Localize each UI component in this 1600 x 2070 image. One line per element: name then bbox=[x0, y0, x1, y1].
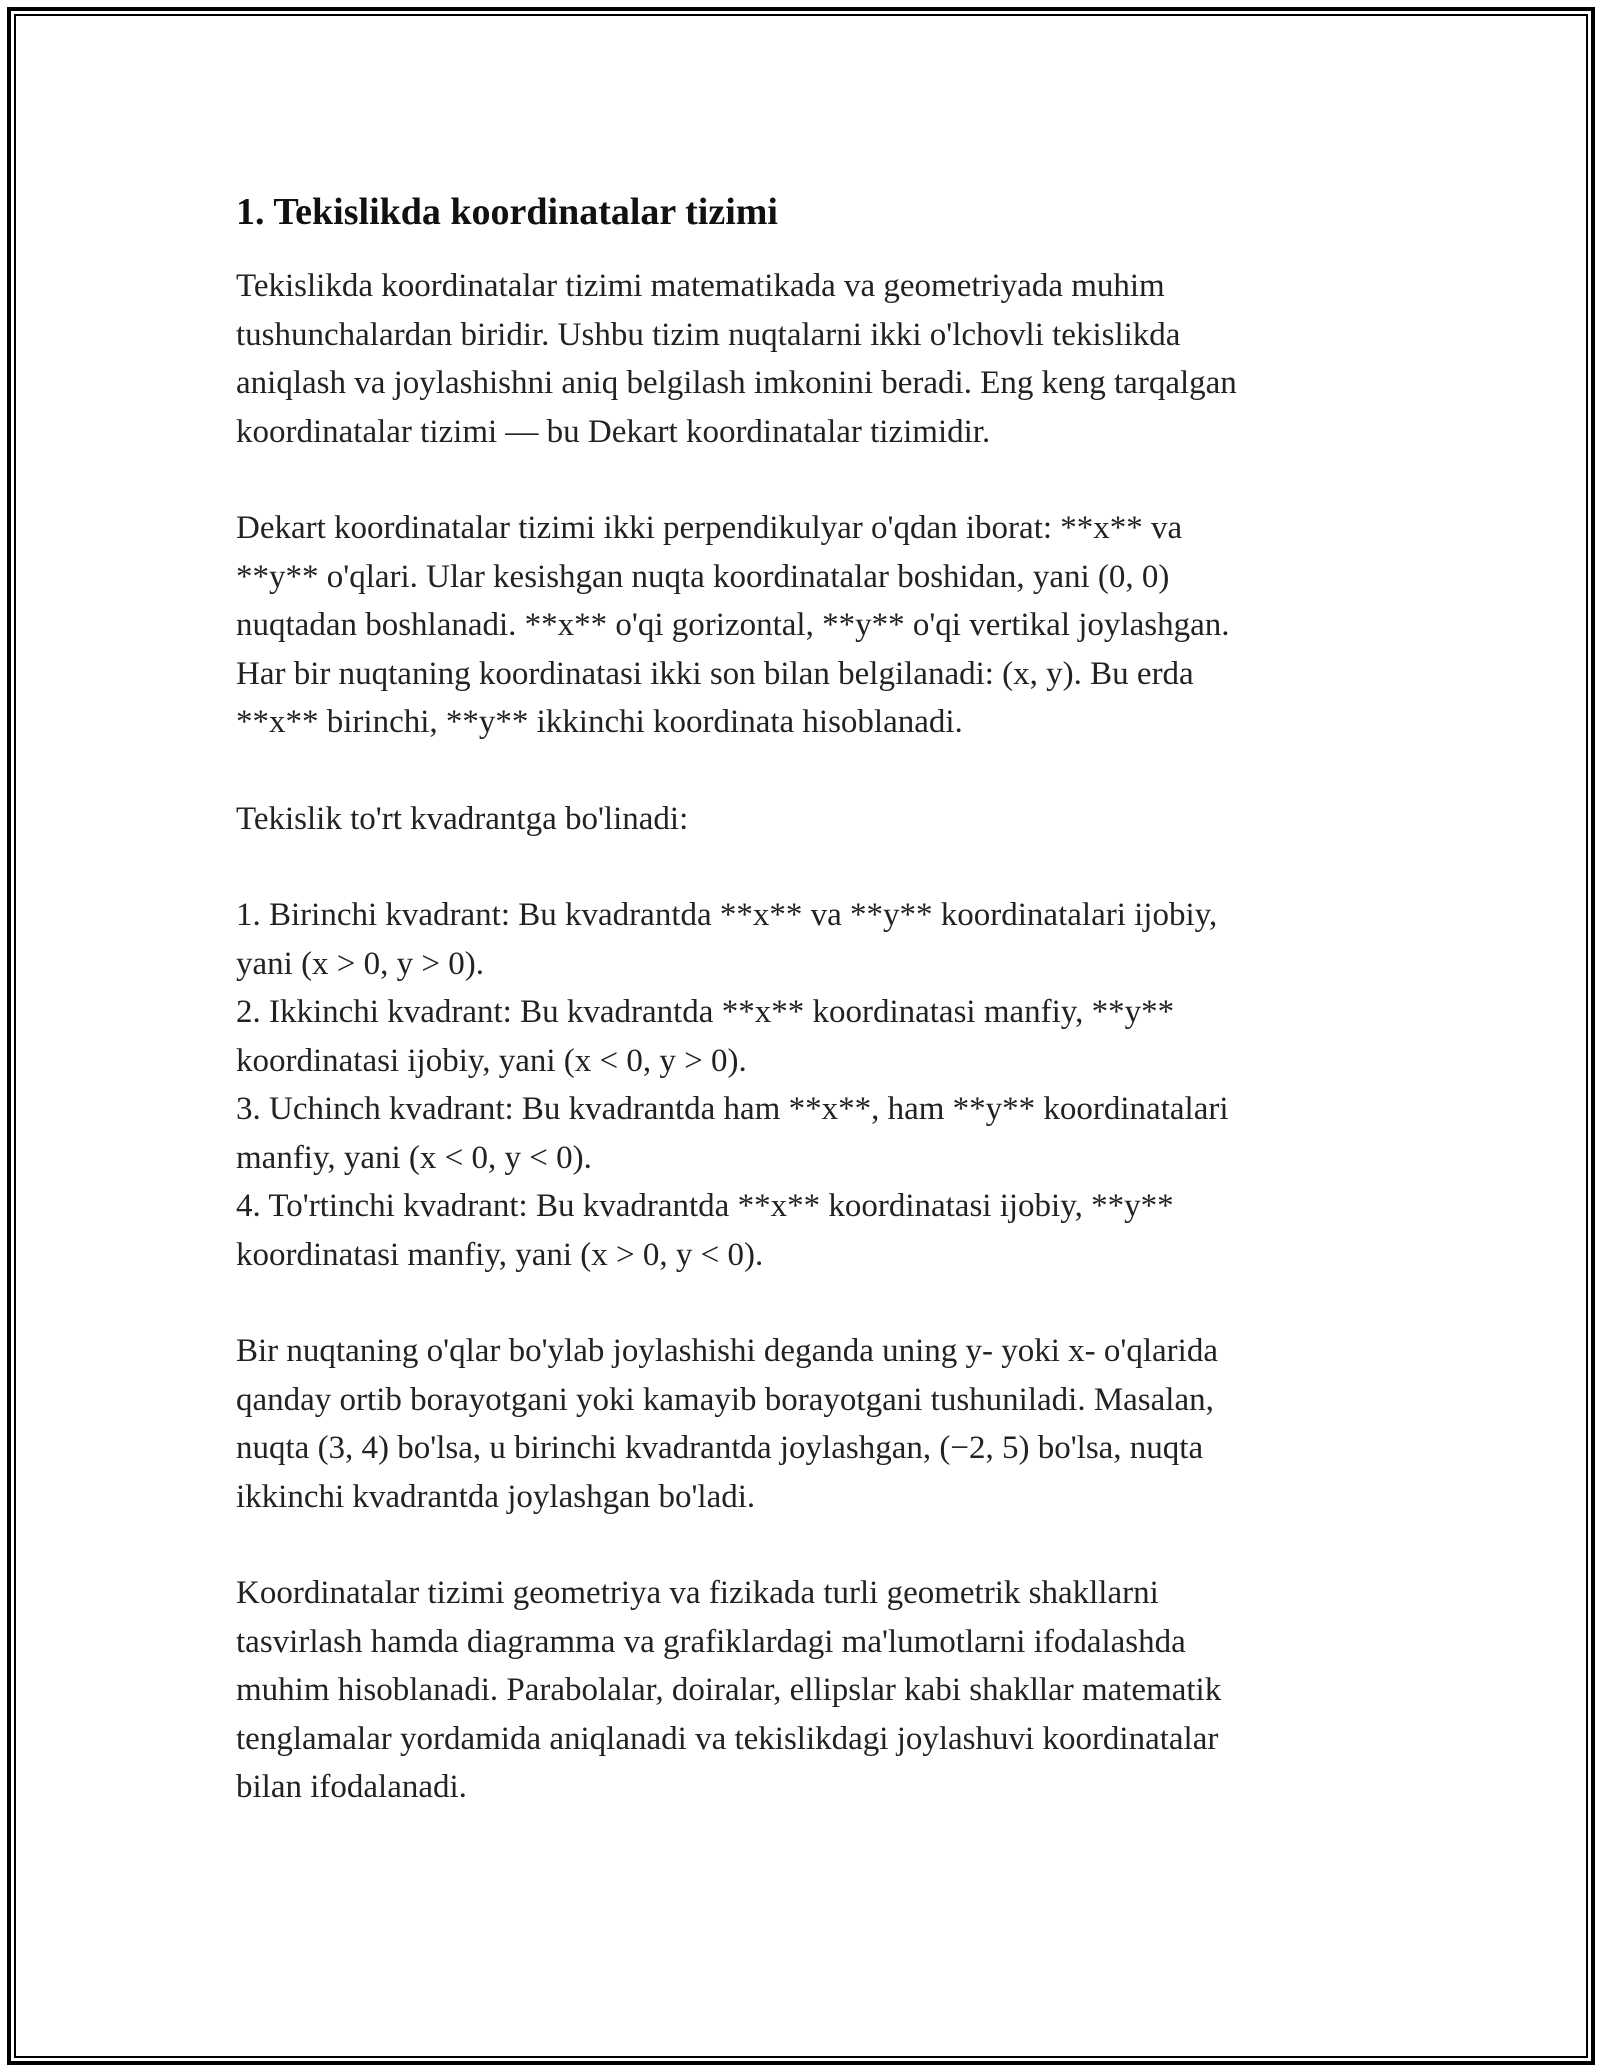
paragraph-intro bbox=[236, 262, 1356, 456]
text-line: Tekislik to'rt kvadrantga bo'linadi: bbox=[236, 800, 689, 837]
text-line: Bir nuqtaning o'qlar bo'ylab joylashishi deganda uning y- yoki x- o'qlarida bbox=[236, 1333, 1218, 1369]
text-line: aniqlash va joylashishni aniq belgilash imkonini beradi. Eng keng tarqalgan bbox=[236, 365, 1237, 401]
paragraph-quadrants-intro bbox=[236, 795, 1356, 844]
text-line: **x** birinchi, **y** ikkinchi koordinata hisoblanadi. bbox=[236, 704, 963, 740]
text-line: **y** o'qlari. Ular kesishgan nuqta koordinatalar boshidan, yani (0, 0) bbox=[236, 558, 1170, 595]
text-line: Dekart koordinatalar tizimi ikki perpendikulyar o'qdan iborat: **x** va bbox=[236, 510, 1183, 546]
text-line: muhim hisoblanadi. Parabolalar, doiralar, ellipslar kabi shakllar matematik bbox=[236, 1672, 1222, 1708]
paragraph-cartesian bbox=[236, 504, 1356, 747]
text-line: bilan ifodalanadi. bbox=[236, 1769, 467, 1805]
text-line: tasvirlash hamda diagramma va grafiklardagi ma'lumotlarni ifodalashda bbox=[236, 1623, 1186, 1660]
text-line: tenglamalar yordamida aniqlanadi va tekislikdagi joylashuvi koordinatalar bbox=[236, 1720, 1219, 1757]
text-line: koordinatalar tizimi — bu Dekart koordinatalar tizimidir. bbox=[236, 413, 991, 450]
list-item-line: 1. Birinchi kvadrant: Bu kvadrantda **x** va **y** koordinatalari ijobiy, bbox=[236, 897, 1218, 933]
list-item-line: yani (x > 0, y > 0). bbox=[236, 945, 485, 982]
text-line: qanday ortib borayotgani yoki kamayib borayotgani tushuniladi. Masalan, bbox=[236, 1381, 1214, 1418]
text-line: Tekislikda koordinatalar tizimi matematikada va geometriyada muhim bbox=[236, 268, 1165, 304]
text-line: nuqta (3, 4) bo'lsa, u birinchi kvadrantda joylashgan, (−2, 5) bo'lsa, nuqta bbox=[236, 1430, 1204, 1466]
paragraph-quadrant-list bbox=[236, 891, 1356, 1279]
text-line: nuqtadan boshlanadi. **x** o'qi gorizontal, **y** o'qi vertikal joylashgan. bbox=[236, 607, 1230, 643]
list-item-line: 3. Uchinch kvadrant: Bu kvadrantda ham **x**, ham **y** koordinatalari bbox=[236, 1091, 1229, 1127]
text-line: tushunchalardan biridir. Ushbu tizim nuqtalarni ikki o'lchovli tekislikda bbox=[236, 316, 1181, 353]
list-item-line: koordinatasi ijobiy, yani (x < 0, y > 0). bbox=[236, 1042, 747, 1079]
list-item-line: manfiy, yani (x < 0, y < 0). bbox=[236, 1139, 592, 1176]
section-heading: 1. Tekislikda koordinatalar tizimi bbox=[236, 191, 778, 233]
list-item-line: 2. Ikkinchi kvadrant: Bu kvadrantda **x** koordinatasi manfiy, **y** bbox=[236, 994, 1175, 1030]
text-line: Koordinatalar tizimi geometriya va fizikada turli geometrik shakllarni bbox=[236, 1575, 1159, 1611]
document-body bbox=[236, 186, 1356, 1860]
list-item-line: koordinatasi manfiy, yani (x > 0, y < 0). bbox=[236, 1236, 764, 1273]
text-line: Har bir nuqtaning koordinatasi ikki son bilan belgilanadi: (x, y). Bu erda bbox=[236, 655, 1194, 692]
paragraph-point-position bbox=[236, 1327, 1356, 1521]
text-line: ikkinchi kvadrantda joylashgan bo'ladi. bbox=[236, 1478, 756, 1515]
paragraph-applications bbox=[236, 1569, 1356, 1812]
list-item-line: 4. To'rtinchi kvadrant: Bu kvadrantda **x** koordinatasi ijobiy, **y** bbox=[236, 1188, 1174, 1224]
